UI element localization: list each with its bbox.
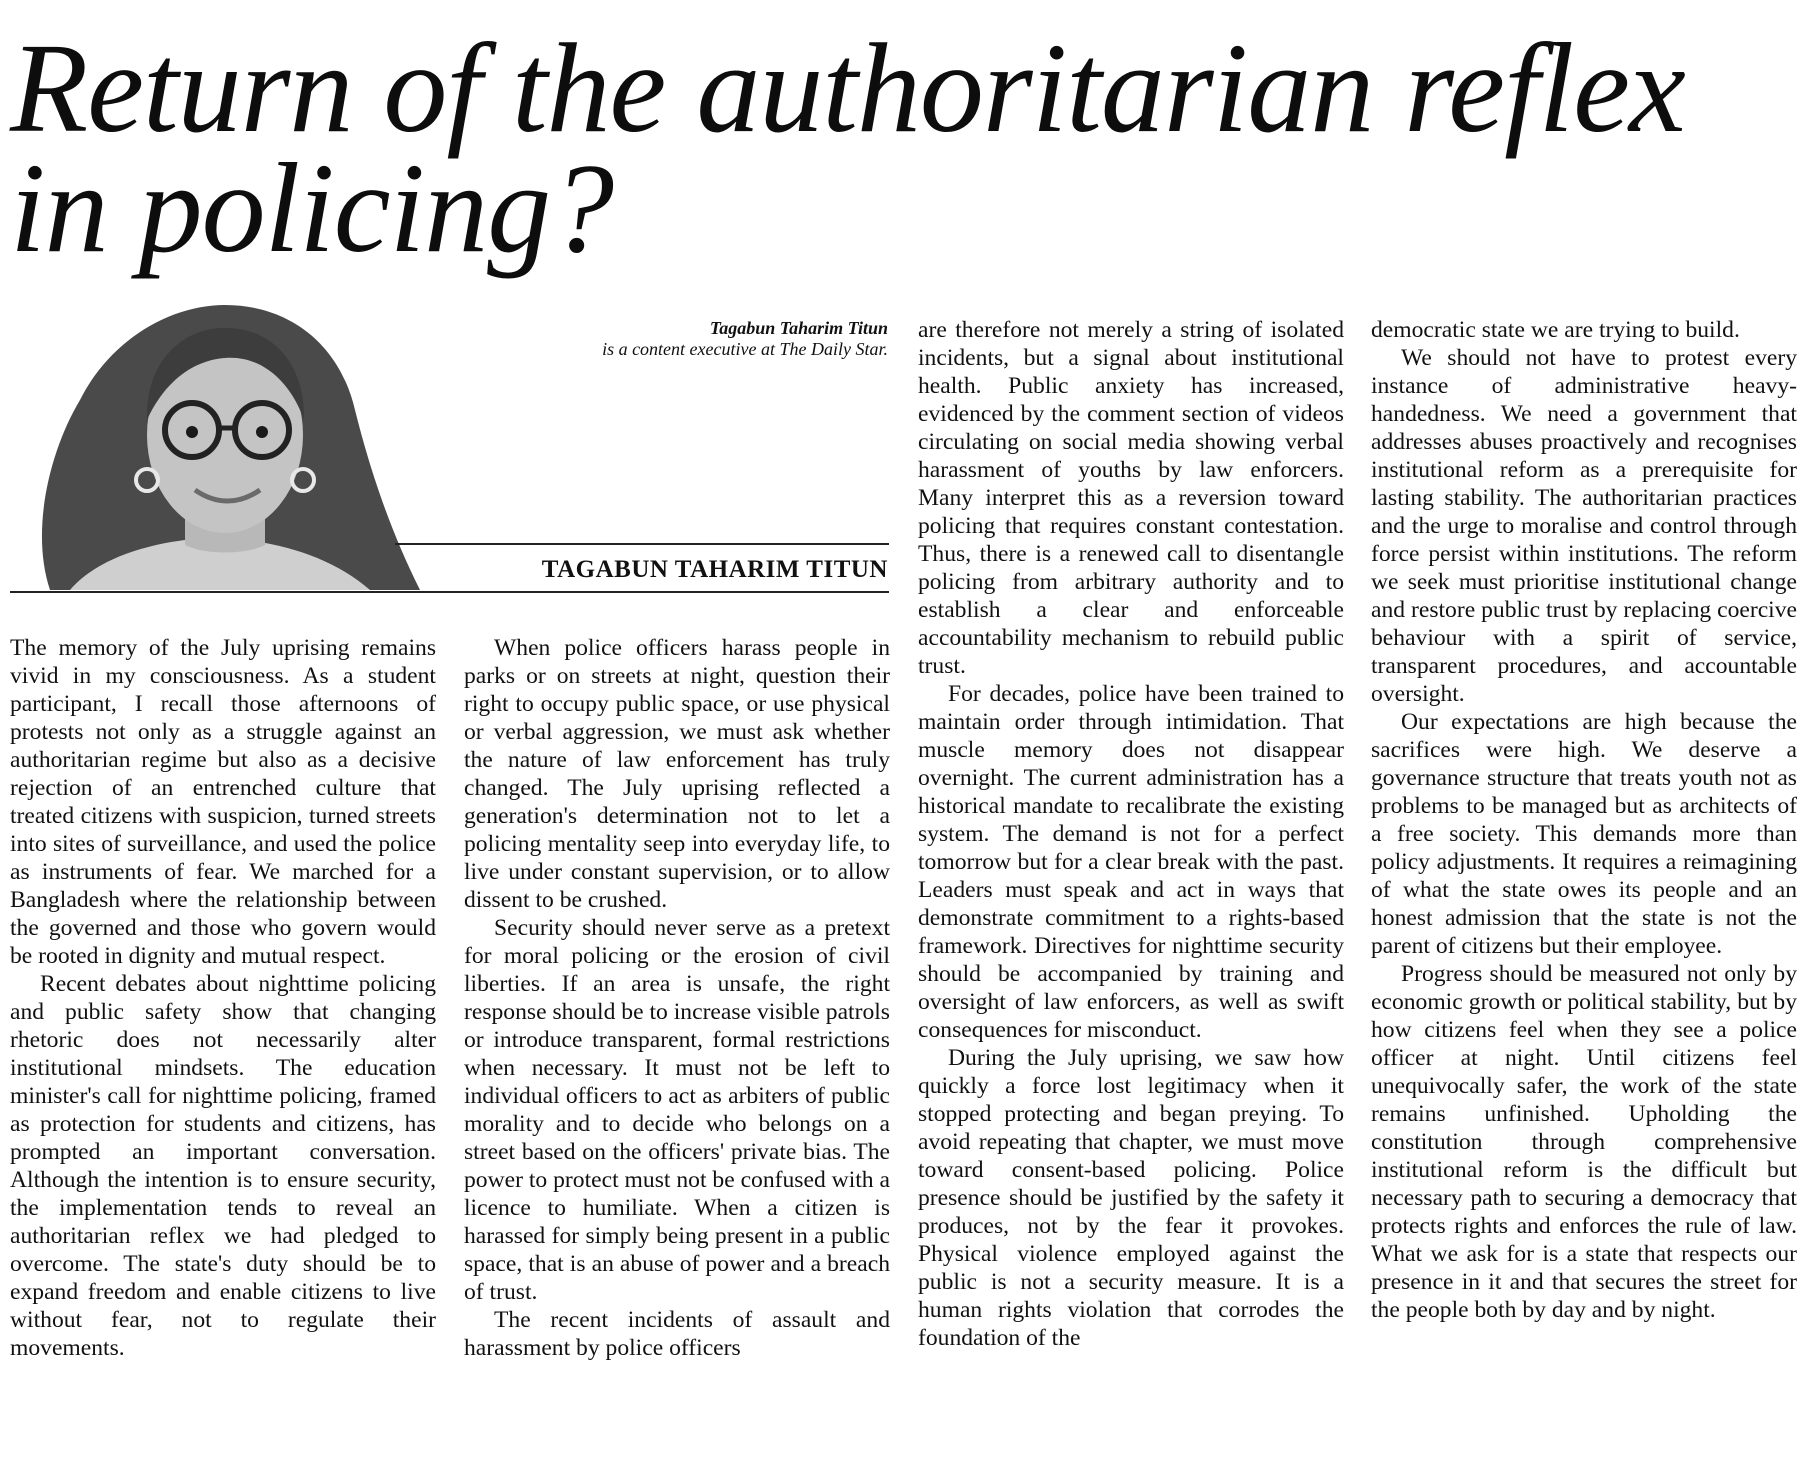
- article-column-1: [10, 634, 436, 1362]
- author-photo: [10, 300, 440, 590]
- paragraph: Our expectations are high because the sacrifices were high. We deserve a governance structure that treats youth not as problems to be managed but as architects of a free society. This demands more than policy adjustments. It requires a reimagining of what the state owes its people and an honest admission that the state is not the parent of citizens but their employee.: [1371, 709, 1797, 959]
- byline-description: is a content executive at The Daily Star.: [602, 339, 888, 359]
- divider: [395, 543, 889, 545]
- author-byline: [460, 318, 888, 360]
- headline: Return of the authoritarian reflex in policing?: [10, 17, 1685, 279]
- paragraph: Security should never serve as a pretext for moral policing or the erosion of civil liberties. If an area is unsafe, the right response should be to increase visible patrols or introduce transparent, formal restrictions when necessary. It must not be left to individual officers to act as arbiters of public morality and to decide who belongs on a street based on the officers' private bias. The power to protect must not be confused with a licence to humiliate. When a citizen is harassed for simply being present in a public space, that is an abuse of power and a breach of trust.: [464, 915, 890, 1305]
- divider: [10, 591, 889, 593]
- paragraph: The recent incidents of assault and harassment by police officers: [464, 1307, 890, 1361]
- paragraph: During the July uprising, we saw how quickly a force lost legitimacy when it stopped protecting and began preying. To avoid repeating that chapter, we must move toward consent-based policing. Police presence should be justified by the safety it produces, not by the fear it provokes. Physical violence employed against the public is not a security measure. It is a human rights violation that corrodes the foundation of the: [918, 1045, 1344, 1351]
- paragraph: are therefore not merely a string of isolated incidents, but a signal about institutional health. Public anxiety has increased, evidenced by the comment section of videos circulating on social media showing verbal harassment of youths by law enforcers. Many interpret this as a reversion toward policing that requires constant contestation. Thus, there is a renewed call to disentangle policing from arbitrary authority and to establish a clear and enforceable accountability mechanism to rebuild public trust.: [918, 317, 1344, 679]
- paragraph: Progress should be measured not only by economic growth or political stability, but by how citizens feel when they see a police officer at night. Until citizens feel unequivocally safer, the work of the state remains unfinished. Upholding the constitution through comprehensive institutional reform is the difficult but necessary path to securing a democracy that protects rights and enforces the rule of law. What we ask for is a state that respects our presence in it and that secures the street for the people both by day and by night.: [1371, 961, 1797, 1323]
- article-column-4: [1371, 316, 1797, 1324]
- paragraph: When police officers harass people in parks or on streets at night, question their right to occupy public space, or use physical or verbal aggression, we must ask whether the nature of law enforcement has truly changed. The July uprising reflected a generation's determination not to let a policing mentality seep into everyday life, to live under constant supervision, or to allow dissent to be crushed.: [464, 635, 890, 913]
- paragraph: We should not have to protest every instance of administrative heavy-handedness. We need a government that addresses abuses proactively and recognises institutional reform as a prerequisite for lasting stability. The authoritarian practices and the urge to moralise and control through force persist within institutions. The reform we seek must prioritise institutional change and restore public trust by replacing coercive behaviour with a spirit of service, transparent procedures, and accountable oversight.: [1371, 345, 1797, 707]
- paragraph: Recent debates about nighttime policing and public safety show that changing rhetoric does not necessarily alter institutional mindsets. The education minister's call for nighttime policing, framed as protection for students and citizens, has prompted an important conversation. Although the intention is to ensure security, the implementation tends to reveal an authoritarian reflex we had pledged to overcome. The state's duty should be to expand freedom and enable citizens to live without fear, not to regulate their movements.: [10, 971, 436, 1361]
- byline-name: Tagabun Taharim Titun: [709, 318, 888, 338]
- author-name: TAGABUN TAHARIM TITUN: [541, 556, 888, 583]
- paragraph: democratic state we are trying to build.: [1371, 317, 1740, 343]
- article-column-2: [464, 634, 890, 1362]
- paragraph: For decades, police have been trained to maintain order through intimidation. That muscle memory does not disappear overnight. The current administration has a historical mandate to recalibrate the existing system. The demand is not for a perfect tomorrow but for a clear break with the past. Leaders must speak and act in ways that demonstrate commitment to a rights-based framework. Directives for nighttime security should be accompanied by training and oversight of law enforcers, as well as swift consequences for misconduct.: [918, 681, 1344, 1043]
- paragraph: The memory of the July uprising remains vivid in my consciousness. As a student participant, I recall those afternoons of protests not only as a struggle against an authoritarian regime but also as a decisive rejection of an entrenched culture that treated citizens with suspicion, turned streets into sites of surveillance, and used the police as instruments of fear. We marched for a Bangladesh where the relationship between the governed and those who govern would be rooted in dignity and mutual respect.: [10, 635, 436, 969]
- article-column-3: [918, 316, 1344, 1352]
